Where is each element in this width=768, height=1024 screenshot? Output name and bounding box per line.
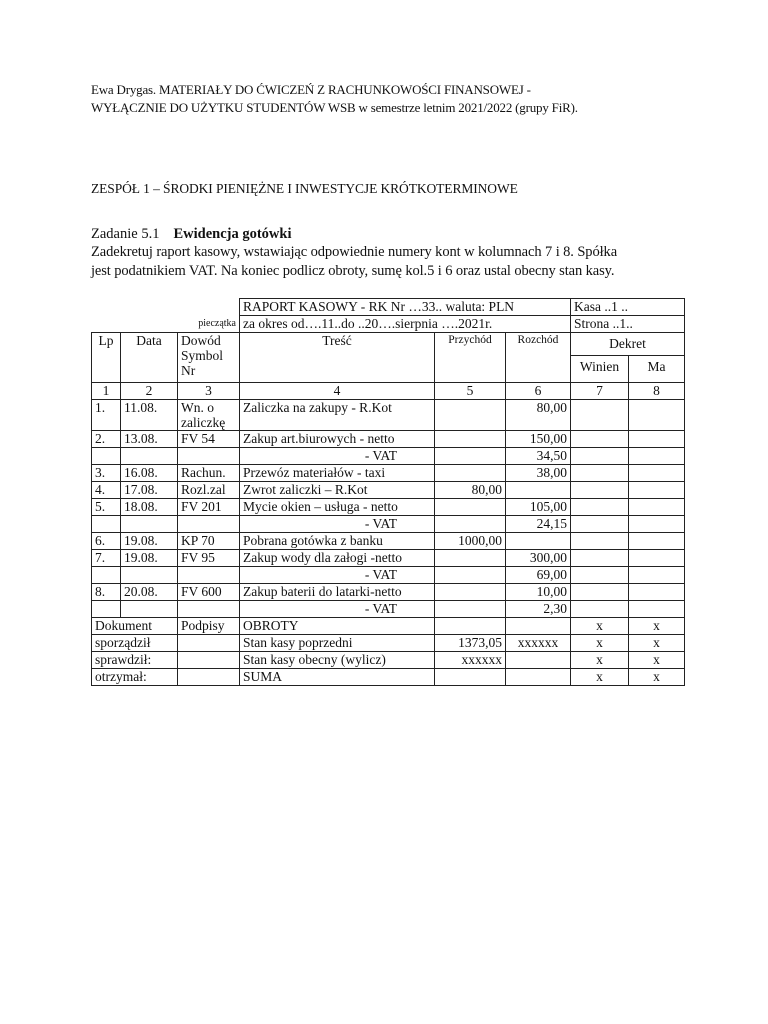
- footer-signature: Podpisy: [178, 618, 240, 635]
- row-date: [121, 567, 178, 584]
- row-income: [435, 567, 506, 584]
- row-income: 80,00: [435, 482, 506, 499]
- row-content: - VAT: [240, 601, 435, 618]
- row-debit-account: [571, 499, 629, 516]
- col-number: 8: [629, 383, 685, 400]
- row-debit-account: [571, 516, 629, 533]
- row-income: [435, 400, 506, 431]
- row-expense: 38,00: [506, 465, 571, 482]
- col-expense-header: Rozchód: [506, 333, 571, 383]
- footer-label: sporządził: [92, 635, 178, 652]
- row-content: - VAT: [240, 448, 435, 465]
- col-number: 7: [571, 383, 629, 400]
- row-expense: 80,00: [506, 400, 571, 431]
- header-line-1: Ewa Drygas. MATERIAŁY DO ĆWICZEŃ Z RACHUNKOWOŚCI FINANSOWEJ -: [91, 82, 531, 97]
- row-date: 16.08.: [121, 465, 178, 482]
- footer-expense: [506, 652, 571, 669]
- row-debit-account: [571, 584, 629, 601]
- row-content: Mycie okien – usługa - netto: [240, 499, 435, 516]
- row-expense: 105,00: [506, 499, 571, 516]
- row-proof: [178, 448, 240, 465]
- row-expense: 300,00: [506, 550, 571, 567]
- row-debit-account: [571, 400, 629, 431]
- row-proof: FV 95: [178, 550, 240, 567]
- col-proof-header: Dowód Symbol Nr: [178, 333, 240, 383]
- footer-debit: x: [571, 669, 629, 686]
- row-credit-account: [629, 465, 685, 482]
- row-lp: [92, 448, 121, 465]
- col-number: 6: [506, 383, 571, 400]
- task-text-2: jest podatnikiem VAT. Na koniec podlicz obroty, sumę kol.5 i 6 oraz ustal obecny stan kasy.: [91, 263, 615, 279]
- footer-income: xxxxxx: [435, 652, 506, 669]
- report-row: [92, 465, 685, 482]
- row-date: 19.08.: [121, 533, 178, 550]
- row-income: [435, 448, 506, 465]
- row-credit-account: [629, 516, 685, 533]
- row-expense: [506, 482, 571, 499]
- footer-credit: x: [629, 652, 685, 669]
- footer-expense: [506, 669, 571, 686]
- row-date: [121, 601, 178, 618]
- row-lp: 4.: [92, 482, 121, 499]
- row-content: Zakup wody dla załogi -netto: [240, 550, 435, 567]
- row-date: [121, 448, 178, 465]
- row-content: - VAT: [240, 516, 435, 533]
- row-proof: FV 600: [178, 584, 240, 601]
- row-content: Pobrana gotówka z banku: [240, 533, 435, 550]
- row-lp: [92, 567, 121, 584]
- row-lp: 3.: [92, 465, 121, 482]
- row-lp: [92, 601, 121, 618]
- row-content: Zakup baterii do latarki-netto: [240, 584, 435, 601]
- row-date: 17.08.: [121, 482, 178, 499]
- col-decree-header: Dekret: [571, 333, 685, 356]
- col-number: 5: [435, 383, 506, 400]
- column-header-row: [92, 333, 685, 356]
- row-credit-account: [629, 431, 685, 448]
- row-income: [435, 465, 506, 482]
- col-number: 2: [121, 383, 178, 400]
- row-expense: 150,00: [506, 431, 571, 448]
- footer-signature: [178, 652, 240, 669]
- column-number-row: [92, 383, 685, 400]
- row-debit-account: [571, 431, 629, 448]
- footer-expense: [506, 618, 571, 635]
- row-credit-account: [629, 567, 685, 584]
- report-footer-row: [92, 618, 685, 635]
- footer-income: [435, 618, 506, 635]
- report-row: [92, 499, 685, 516]
- row-proof: Rozl.zal: [178, 482, 240, 499]
- footer-content: Stan kasy obecny (wylicz): [240, 652, 435, 669]
- row-content: Zwrot zaliczki – R.Kot: [240, 482, 435, 499]
- row-credit-account: [629, 584, 685, 601]
- row-income: [435, 499, 506, 516]
- footer-label: sprawdził:: [92, 652, 178, 669]
- footer-label: otrzymał:: [92, 669, 178, 686]
- row-income: [435, 550, 506, 567]
- row-income: [435, 431, 506, 448]
- report-period: za okres od….11..do ..20….sierpnia ….2021r.: [240, 316, 571, 333]
- page-number: Strona ..1..: [571, 316, 685, 333]
- col-income-header: Przychód: [435, 333, 506, 383]
- task-title: Ewidencja gotówki: [173, 226, 292, 242]
- footer-income: [435, 669, 506, 686]
- col-number: 3: [178, 383, 240, 400]
- footer-credit: x: [629, 635, 685, 652]
- row-date: 18.08.: [121, 499, 178, 516]
- report-row: [92, 550, 685, 567]
- report-row: [92, 448, 685, 465]
- col-debit-header: Winien: [571, 356, 629, 383]
- footer-debit: x: [571, 635, 629, 652]
- footer-debit: x: [571, 652, 629, 669]
- report-footer-row: [92, 635, 685, 652]
- row-debit-account: [571, 550, 629, 567]
- row-income: [435, 516, 506, 533]
- task-number: Zadanie 5.1: [91, 226, 160, 242]
- cash-number: Kasa ..1 ..: [571, 299, 685, 316]
- row-content: Zakup art.biurowych - netto: [240, 431, 435, 448]
- row-proof: [178, 567, 240, 584]
- footer-label: Dokument: [92, 618, 178, 635]
- row-expense: [506, 533, 571, 550]
- cash-report-table: [91, 298, 685, 686]
- row-lp: 1.: [92, 400, 121, 431]
- row-proof: [178, 601, 240, 618]
- row-income: 1000,00: [435, 533, 506, 550]
- row-content: - VAT: [240, 567, 435, 584]
- footer-debit: x: [571, 618, 629, 635]
- col-number: 1: [92, 383, 121, 400]
- row-debit-account: [571, 448, 629, 465]
- row-date: 20.08.: [121, 584, 178, 601]
- row-content: Przewóz materiałów - taxi: [240, 465, 435, 482]
- footer-content: Stan kasy poprzedni: [240, 635, 435, 652]
- row-debit-account: [571, 482, 629, 499]
- report-title-row: [92, 299, 685, 316]
- col-content-header: Treść: [240, 333, 435, 383]
- report-row: [92, 601, 685, 618]
- report-title: RAPORT KASOWY - RK Nr …33.. waluta: PLN: [240, 299, 571, 316]
- row-lp: 7.: [92, 550, 121, 567]
- row-proof: FV 54: [178, 431, 240, 448]
- row-date: 13.08.: [121, 431, 178, 448]
- stamp-area: [92, 299, 240, 333]
- report-row: [92, 400, 685, 431]
- row-date: 19.08.: [121, 550, 178, 567]
- report-footer-row: [92, 669, 685, 686]
- col-date-header: Data: [121, 333, 178, 383]
- row-expense: 24,15: [506, 516, 571, 533]
- row-lp: 8.: [92, 584, 121, 601]
- footer-credit: x: [629, 669, 685, 686]
- row-proof: FV 201: [178, 499, 240, 516]
- report-row: [92, 533, 685, 550]
- row-date: 11.08.: [121, 400, 178, 431]
- report-row: [92, 516, 685, 533]
- row-lp: [92, 516, 121, 533]
- row-credit-account: [629, 601, 685, 618]
- row-debit-account: [571, 533, 629, 550]
- row-expense: 34,50: [506, 448, 571, 465]
- row-proof: Wn. o zaliczkę: [178, 400, 240, 431]
- row-proof: KP 70: [178, 533, 240, 550]
- row-debit-account: [571, 567, 629, 584]
- row-credit-account: [629, 400, 685, 431]
- footer-expense: xxxxxx: [506, 635, 571, 652]
- footer-content: SUMA: [240, 669, 435, 686]
- row-expense: 2,30: [506, 601, 571, 618]
- row-credit-account: [629, 499, 685, 516]
- task-text-1: Zadekretuj raport kasowy, wstawiając odpowiednie numery kont w kolumnach 7 i 8. Spółka: [91, 244, 618, 260]
- row-expense: 69,00: [506, 567, 571, 584]
- row-credit-account: [629, 550, 685, 567]
- report-row: [92, 567, 685, 584]
- row-income: [435, 584, 506, 601]
- row-date: [121, 516, 178, 533]
- col-number: 4: [240, 383, 435, 400]
- col-credit-header: Ma: [629, 356, 685, 383]
- row-lp: 5.: [92, 499, 121, 516]
- row-lp: 6.: [92, 533, 121, 550]
- footer-signature: [178, 669, 240, 686]
- report-row: [92, 482, 685, 499]
- report-footer-row: [92, 652, 685, 669]
- row-proof: [178, 516, 240, 533]
- report-row: [92, 431, 685, 448]
- row-credit-account: [629, 533, 685, 550]
- row-credit-account: [629, 482, 685, 499]
- stamp-label: pieczątka: [198, 317, 236, 329]
- section-title: ZESPÓŁ 1 – ŚRODKI PIENIĘŻNE I INWESTYCJE KRÓTKOTERMINOWE: [91, 181, 518, 196]
- row-income: [435, 601, 506, 618]
- col-lp-header: Lp: [92, 333, 121, 383]
- row-expense: 10,00: [506, 584, 571, 601]
- row-debit-account: [571, 465, 629, 482]
- row-proof: Rachun.: [178, 465, 240, 482]
- footer-income: 1373,05: [435, 635, 506, 652]
- footer-signature: [178, 635, 240, 652]
- row-credit-account: [629, 448, 685, 465]
- row-content: Zaliczka na zakupy - R.Kot: [240, 400, 435, 431]
- report-row: [92, 584, 685, 601]
- header-line-2: WYŁĄCZNIE DO UŻYTKU STUDENTÓW WSB w semestrze letnim 2021/2022 (grupy FiR).: [91, 100, 578, 115]
- footer-credit: x: [629, 618, 685, 635]
- row-lp: 2.: [92, 431, 121, 448]
- row-debit-account: [571, 601, 629, 618]
- task-heading: [91, 226, 291, 243]
- footer-content: OBROTY: [240, 618, 435, 635]
